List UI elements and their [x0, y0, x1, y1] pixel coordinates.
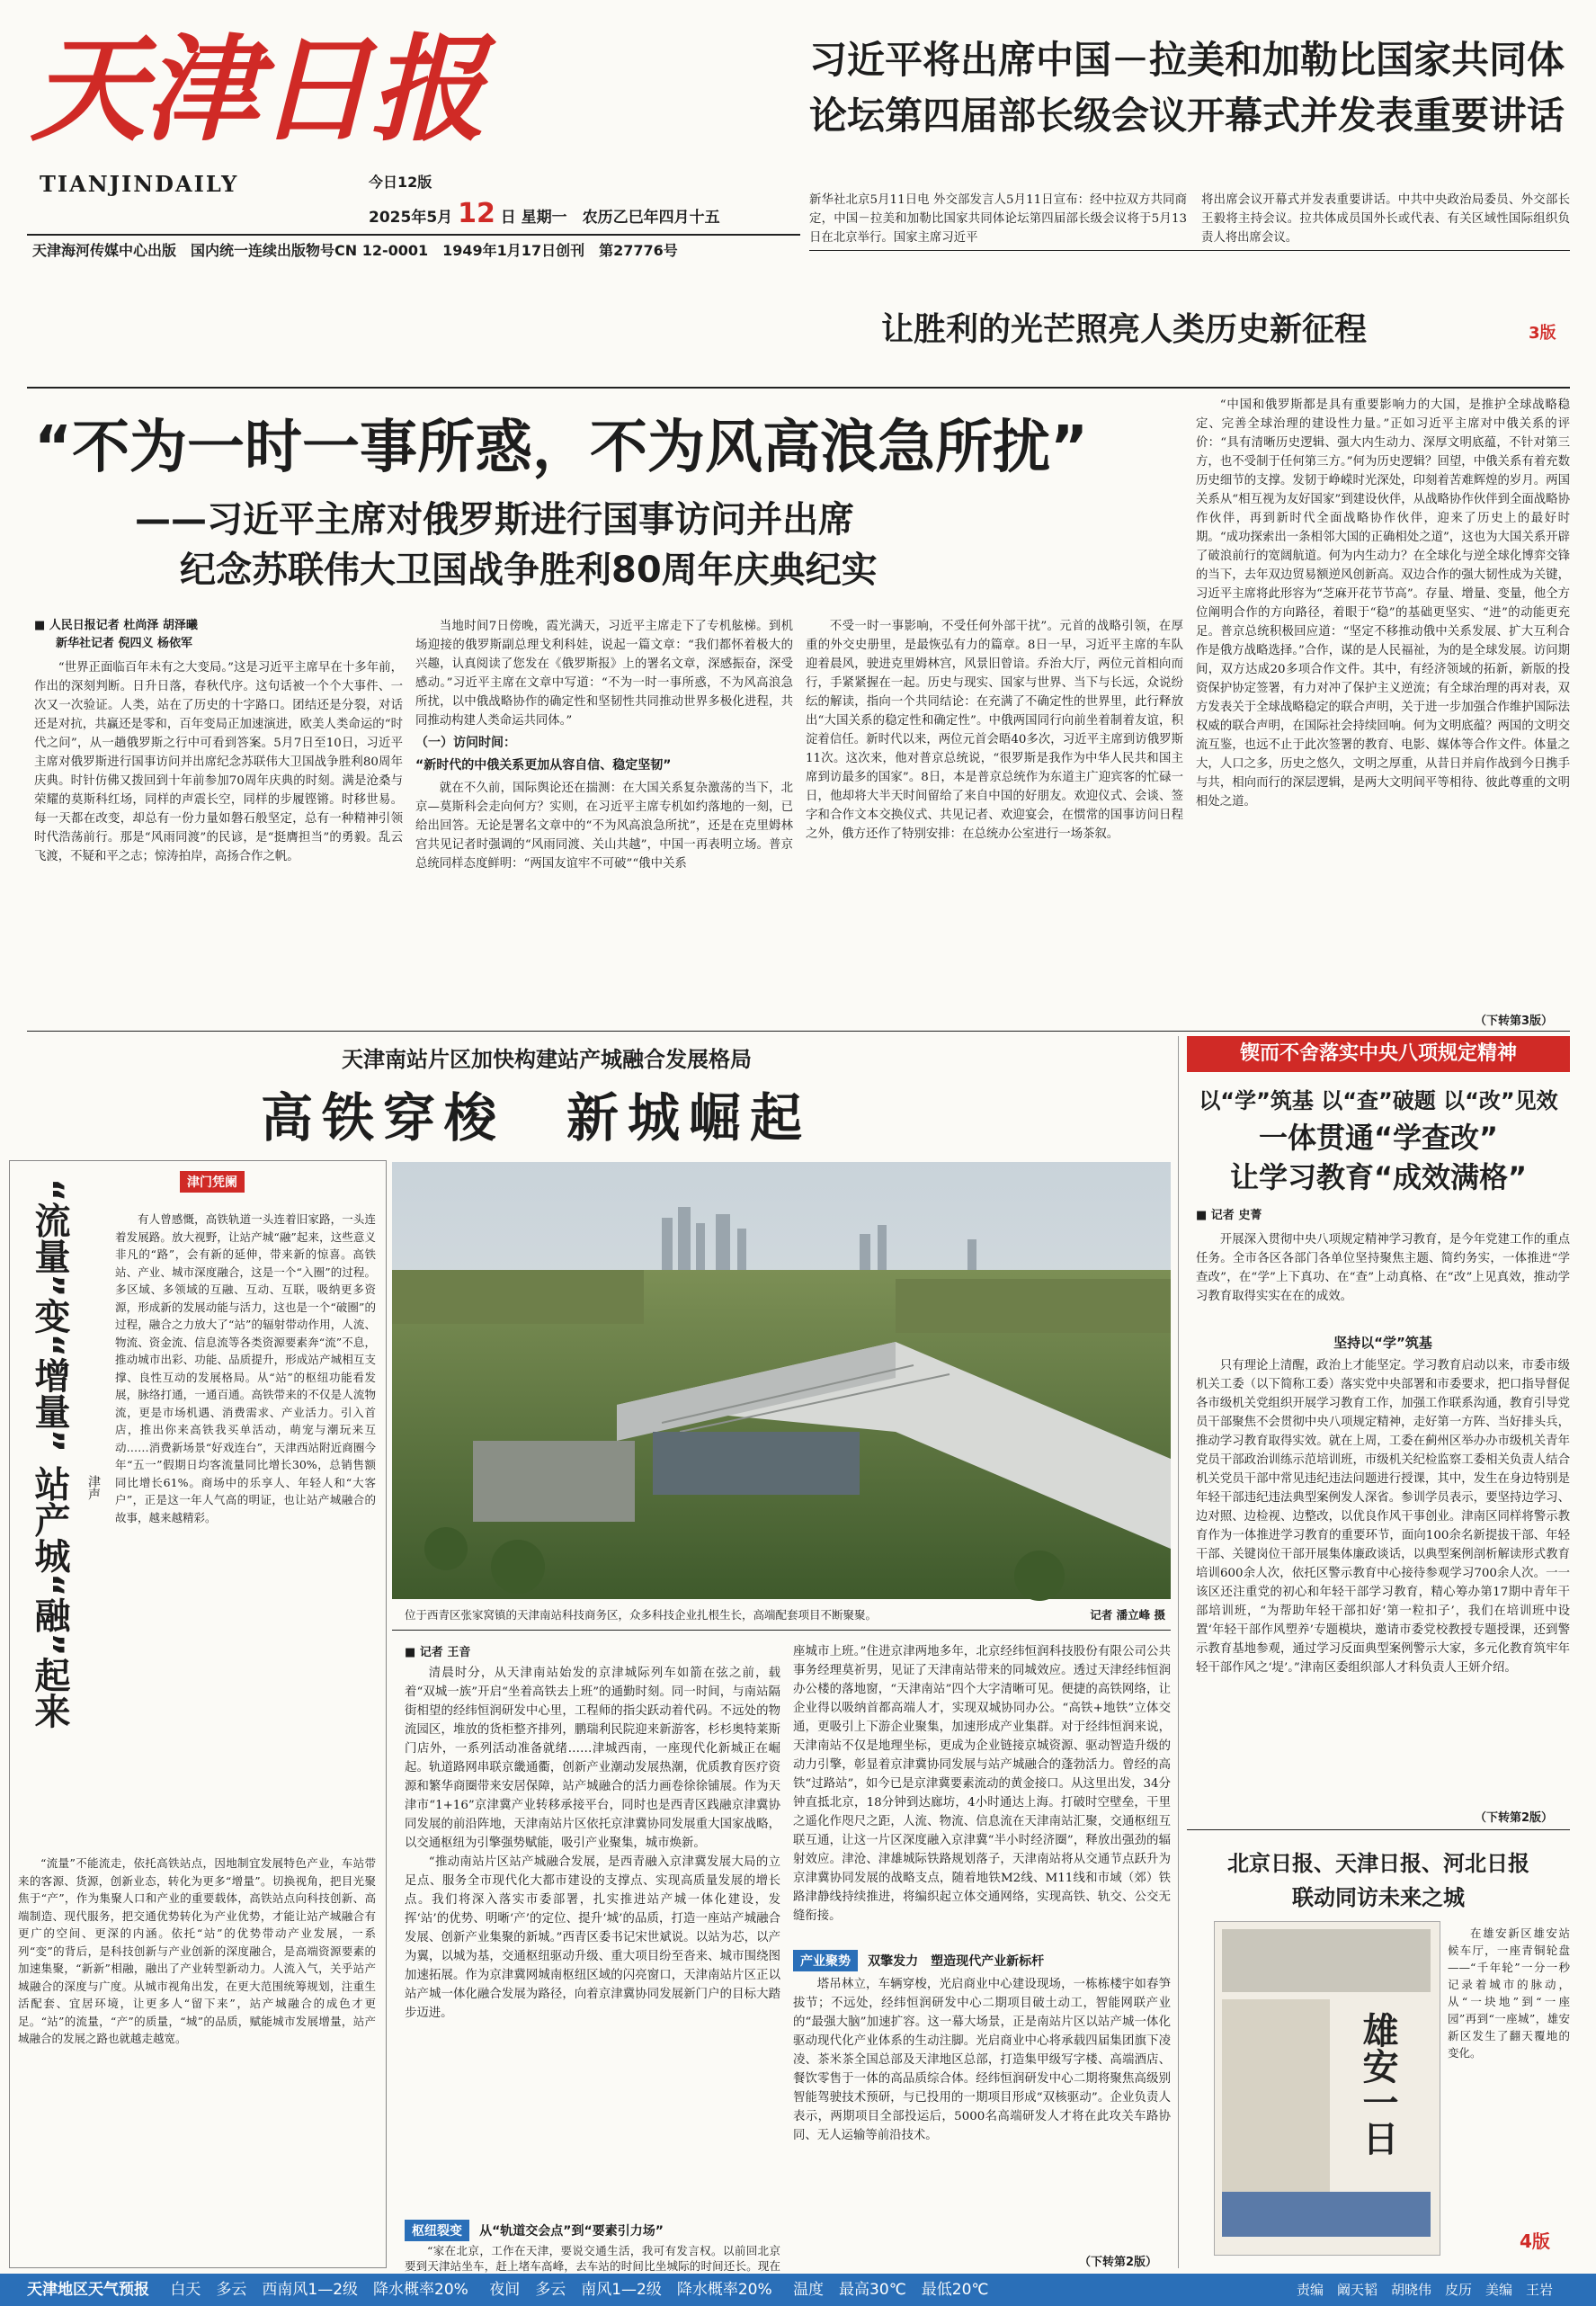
masthead-pinyin: TIANJINDAILY	[40, 171, 239, 197]
top-headline-line1: 习近平将出席中国－拉美和加勒比国家共同体	[809, 38, 1565, 82]
weather-label: 天津地区天气预报	[27, 2281, 149, 2299]
lead-byline	[34, 617, 198, 653]
commentary-body-1: 有人曾感慨，高铁轨道一头连着旧家路，一头连着发展路。放大视野，让站产城“融”起来，这些意义非凡的“路”，会有新的延伸，带来新的惊喜。高铁站、产业、城市深度融合，这是一个“入圈”的过程。多区域、多领域的互融、互动、互联，吸纳更多资源，形成新的发展动能与活力，这也是一个“破圈”的过程，融合之力放大了“站”的辐射带动作用，人流、物流、资金流、信息流等各类资源要素奔“流”不息，推动城市出彩、功能、品质提升，形成站产城相互支撑、良性互动的发展格局。从“站”的枢纽功能看发展，脉络打通，一通百通。高铁带来的不仅是人流物流，更是市场机遇、消费需求、产业活力。引入首店，推出你来高铁我买单活动，萌宠与潮玩来互动……消费新场景“好戏连台”，天津西站附近商圈今年“五一”假期日均客流量同比增长30%，总销售额同比增长61%。商场中的乐享人、年轻人和“大客户”，正是这一年人气高的明证，也让站产城融合的故事，越来越精彩。	[115, 1212, 376, 1524]
feature-col-2: 座城市上班。”住进京津两地多年，北京经纬恒润科技股份有限公司公共事务经理莫祈男，见证了天津南站带来的同城效应。透过天津经纬恒润办公楼的落地窗，“天津南站”四个大字清晰可见。便捷的高铁网络，让企业得以吸纳首都高端人才，实现双城协同办公。“高铁+地铁”立体交通，更吸引上下游企业聚集，加速形成产业集群。对于经纬恒润来说，天津南站不仅是地理坐标，更成为企业链接京城资源、驱动智造升级的动力引擎，彰显着京津冀协同发展与站产城融合的蓬勃活力。曾经的高铁“过路站”，如今已是京津冀要素流动的黄金接口。从这里出发，34分钟直抵北京，18分钟到达廊坊，4小时通达上海。打破时空壁垒，干里之遥化作咫尺之距，人流、物流、信息流在天津南站汇聚，交通枢纽互联互通，让这一片区深度融入京津冀“半小时经济圈”，释放出强劲的辐射效应。津沧、津雄城际铁路规划落子，天津南站将从交通节点跃升为京津冀协同发展的战略支点，随着地铁M2线、M11线和市域（郊）铁路津静线持续推进，将编织起立体交通网络，实现高铁、轨交、公交无缝衔接。	[793, 1645, 1171, 1923]
section-2-title: 双擎发力 塑造现代产业新标杆	[868, 1954, 1045, 1969]
right-continue: （下转第2版）	[1475, 1811, 1554, 1825]
lead-section-subtitle: “新时代的中俄关系更加从容自信、稳定坚韧”	[415, 758, 672, 773]
promo-page: 4版	[1520, 2230, 1550, 2252]
top-headline-line2: 论坛第四届部长级会议开幕式并发表重要讲话	[809, 94, 1565, 138]
lead-col-3: 不受一时一事影响，不受任何外部干扰”。元首的战略引领，在厚重的外交史册里，是最恢弘有力的篇章。8日一早，习近平主席的车队迎着晨风，驶进克里姆林宫，风景旧曾谙。乔治大厅，两位元首相向而行，手紧紧握在一起。历史与现实、国家与世界、当下与长远，众说纷纭的解读，指向一个共同结论：在充满了不确定性的世界里，此行释放出“大国关系的稳定性和确定性”。中俄两国同行向前坐着制着友谊，积淀着信任。新时代以来，两位元首会晤40多次，习近平主席到访俄罗斯11次。这次来，他对普京总统说，“很罗斯是我作为中华人民共和国主席到访最多的国家”。8日，本是普京总统作为东道主广迎宾客的忙碌一日，他却将大半天时间留给了来自中国的好朋友。欢迎仪式、会谈、签字和合作文本交换仪式、共见记者、欢迎宴会，在惯常的国事访问日程之外，俄方还作了特别安排：在总统办公室进行一场茶叙。	[806, 620, 1183, 841]
right-body-2: 只有理论上清醒，政治上才能坚定。学习教育启动以来，市委市级机关工委（以下简称工委）落实党中央部署和市委要求，把口指导督促各市级机关党组织开展学习教育工作，加强工作联系沟通，教育引导党员干部聚焦不会贯彻中央八项规定精神，走好第一方阵、当好排头兵，推动学习教育取得实效。就在上周，工委在蓟州区举办办市级机关青年党员干部政治训练示范培训班，市级机关纪检监察工委相关负责人结合机关党员干部中常见违纪违法问题进行授课，其中，发生在身边特别是年轻干部违纪违法典型案例发人深省。参训学员表示，要坚持边学习、边对照、边检视、边整改，以优良作风干事创业。津南区同样将警示教育作为一体推进学习教育的重要环节，面向100余名新提拔干部、年轻干部、关键岗位干部开展集体廉政谈话，以典型案例剖析解读形式教育培训600余人次，依托区警示教育中心接待参观学习700余人次。一一该区还注重党的初心和年轻干部学习教育，精心筹办第17期中青年干部培训班，“为帮助年轻干部扣好‘第一粒扣子’，我们在培训班中设置‘年轻干部作风塑养’专题模块，邀请市委党校教授专题授课，还到警示教育基地参观，通过学习反面典型案例警示大家，多元化教育筑牢年轻干部作风之‘堤’。”津南区委组织部人才科负责人王妍介绍。	[1196, 1359, 1570, 1675]
section-1-title: 从“轨道交会点”到“要素引力场”	[479, 2224, 664, 2239]
commentary-column-tag	[180, 1171, 245, 1193]
promo-thumbnail[interactable]	[1214, 1921, 1440, 2256]
feature-kicker: 天津南站片区加快构建站产城融合发展格局	[342, 1047, 752, 1072]
commentary-author: 津声	[86, 1475, 101, 1500]
section-2-tag: 产业聚势	[793, 1950, 858, 1971]
promo-title-1: 北京日报、天津日报、河北日报	[1227, 1851, 1529, 1876]
sub-headline-page: 3版	[1529, 324, 1556, 343]
top-story-body-left: 新华社北京5月11日电 外交部发言人5月11日宣布：经中拉双方共同商定，中国－拉美和加勒比国家共同体论坛第四届部长级会议将于5月13日在北京举行。国家主席习近平	[809, 193, 1187, 245]
photo-caption	[405, 1606, 1165, 1622]
sub-headline: 让胜利的光芒照亮人类历史新征程	[881, 311, 1368, 348]
commentary-title: “流量”变“增量” 站产城“融”起来	[29, 1178, 70, 1729]
lead-headline: “不为一时一事所惑，不为风高浪急所扰”	[34, 415, 1089, 481]
column-name: 津门凭阑	[180, 1171, 245, 1193]
promo-text: 在雄安新区雄安站候车厅，一座青铜轮盘——“千年轮”一分一秒记录着城市的脉动，从“一块地”到“一座园”再到“一座城”，雄安新区发生了翻天覆地的变化。	[1448, 1926, 1570, 2060]
caption-text: 位于西青区张家窝镇的天津南站科技商务区，众多科技企业扎根生长，高端配套项目不断聚聚。	[405, 1608, 878, 1622]
lead-col-2: 当地时间7日傍晚，霞光满天，习近平主席走下了专机舷梯。到机场迎接的俄罗斯副总理戈利科娃，说起一篇文章：“我们都怀着极大的兴趣，认真阅读了您发在《俄罗斯报》上的署名文章，深感振奋，深受感动。”习近平主席在文章中写道：“不为一时一事所惑，不为风高浪急所扰，以中俄战略协作的确定性和坚韧性共同推动世界多极化进程，共同推动构建人类命运共同体。” （一）访问时间： “新时代的中俄关系更加从容自信、稳定坚韧” 就在不久前，国际舆论还在揣测：在大国关系复杂激荡的当下，北京—莫斯科会走向何方？实则，在习近平主席专机如约落地的一刻，已给出回答。无论是署名文章中的“不为风高浪急所扰”，还是在克里姆林宫共见记者时强调的“风雨同渡、关山共越”，中国一再表明立场。普京总统同样态度鲜明：“两国友谊牢不可破”“俄中关系	[415, 620, 793, 871]
commentary-body-2: “流量”不能流走，依托高铁站点，因地制宜发展特色产业，车站带来的客源、货源，创新业态，转化为更多“增量”。切换视角，把目光聚焦于“产”，作为集聚人口和产业的重要载体，高铁站点向科技创新、高端制造、现代服务，把交通优势转化为产业优势，才能让站产城融合有更广的空间、更深的内涵。依托“站”的优势带动产业发展，一系列“变”的背后，是科技创新与产业创新的深度融合，是高端资源要素的加速集聚，“新新”相融，融出了产业转型新动力。人流入气，关乎站产城融合的深度与广度。从城市视角出发，在更大范围统筹规划，注重生活配套、宜居环境，让更多人“留下来”，站产城融合的成色才更足。“站”的流量，“产”的质量，“城”的品质，赋能城市发展增量，站产城融合的发展之路也就越走越宽。	[18, 1856, 376, 2045]
right-headline-2: 一体贯通“学查改”	[1258, 1121, 1499, 1155]
lead-subhead-line1: ——习近平主席对俄罗斯进行国事访问并出席	[135, 499, 854, 541]
page-count: 今日12版	[369, 174, 432, 191]
right-body-1: 开展深入贯彻中央八项规定精神学习教育，是今年党建工作的重点任务。全市各区各部门各单位坚持聚焦主题、简约务实，一体推进“学查改”，在“学”上下真功、在“查”上动真格、在“改”上见真效，推动学习教育取得实实在在的成效。	[1196, 1233, 1570, 1303]
feature-continue: （下转第2版）	[1079, 2256, 1158, 2269]
promo-title-2: 联动同访未来之城	[1292, 1885, 1465, 1910]
top-story-body-right: 将出席会议开幕式并发表重要讲话。中共中央政治局委员、外交部长王毅将主持会议。拉共体成员国外长或代表、有关区域性国际组织负责人将出席会议。	[1201, 193, 1570, 245]
lead-col-4: “中国和俄罗斯都是具有重要影响力的大国，是推护全球战略稳定、完善全球治理的建设性力量。”正如习近平主席对中俄关系的评价：“具有清晰历史逻辑、强大内生动力、深厚文明底蕴，不针对第三方，也不受制于任何第三方。”何为历史逻辑？回望，中俄关系有着充数历史细节的支撑。发韧于峥嵘时光深处，印刻着苦难辉煌的岁月。两国关系从“相互视为友好国家”到建设伙伴，从战略协作伙伴到全面战略协作伙伴，再到新时代全面战略协作伙伴，迎来了历史上的最好时期。“成功探索出一条相邻大国的正确相处之道”，这也为大国关系开辟了破浪前行的宽阔航道。何为内生动力？在全球化与逆全球化博弈交锋的当下，去年双边贸易额逆风创新高。双边合作的强大韧性成为关键，习近平主席将此形容为“芝麻开花节节高”。存量、增量、变量，他仝方位阐明合作的方向路径，着眼于“稳”的基础更坚实、“进”的动能更充足。普京总统积极回应道：“坚定不移推动俄中关系发展、扩大互利合作是俄方战略选择。”合作，谋的是人民福祉，为的是全球发展。访问期间，双方达成20多项合作文件。其中，有经济领域的拓新，新版的投资保护协定签署，有力对冲了保护主义逆流；有全球治理的再对表，双方发表关于全球战略稳定的联合声明，关于进一步加强合作维护国际法权威的联合声明，在国际社会持续回响。何为文明底蕴？两国的文明交流互鉴，也远不止于此次签署的教育、电影、媒体等合作文件。体量之大，人口之多，历史之悠久，文明之厚重，从昔日并肩作战到今日携手与共，相向而行的深层逻辑，是两大文明间平等相待、彼此尊重的文明相处之道。	[1196, 398, 1570, 809]
date-day: 12	[458, 198, 495, 229]
date-suffix: 日 星期一 农历乙巳年四月十五	[500, 209, 720, 227]
date-prefix: 2025年5月	[369, 209, 453, 227]
lead-col-1: “世界正面临百年未有之大变局。”这是习近平主席早在十多年前，作出的深刻判断。日升日落，春秋代序。这句话被一个个大事件、一次又一次验证。人类，站在了历史的十字路口。团结还是分裂，对话还是对抗，共赢还是零和，百年变局正加速演进，欧美人类命运的“时代之问”，从一趟俄罗斯之行中可看到答案。5月7日至10日，习近平主席对俄罗斯进行国事访问并出席纪念苏联伟大卫国战争胜利80周年庆典。时针仿佛又拨回到十年前参加70周年庆典的时刻。满是沧桑与荣耀的莫斯科红场，同样的声震长空，同样的步履铿锵。时移世易。每一天都在改变，却总有一份力量如磐石般坚定，总有一种精神引领时代浩荡前行。那是“风雨同渡”的民谚，是“挺膺担当”的勇毅。乱云飞渡，不疑和平之志；惊涛拍岸，高扬合作之帆。	[34, 661, 403, 863]
lead-subhead-line2: 纪念苏联伟大卫国战争胜利80周年庆典纪实	[180, 550, 878, 591]
weather-day: 白天 多云 西南风1—2级 降水概率20%	[170, 2281, 468, 2299]
feature-byline: ■ 记者 王音	[405, 1646, 471, 1659]
right-banner: 锲而不舍落实中央八项规定精神	[1187, 1036, 1570, 1072]
byline-1: ■ 人民日报记者 杜尚泽 胡泽曦	[34, 619, 198, 632]
promo-image-text: 雄安一日	[1357, 2012, 1399, 2156]
publisher-line: 天津海河传媒中心出版 国内统一连续出版物号CN 12-0001 1949年1月17日创刊 第27776号	[32, 242, 678, 259]
weather-temp: 温度 最高30℃ 最低20℃	[793, 2281, 989, 2299]
feature-headline: 高铁穿梭 新城崛起	[261, 1087, 812, 1149]
photo-credit: 记者 潘立峰 摄	[1090, 1608, 1165, 1622]
lead-continue: （下转第3版）	[1475, 1014, 1554, 1028]
lead-section-title: （一）访问时间：	[415, 736, 516, 750]
feature-col-2b: 塔吊林立，车辆穿梭，光启商业中心建设现场，一栋栋楼宇如春笋拔节；不远处，经纬恒润研发中心二期项目破土动工，智能网联产业的“最强大脑”加速扩容。这一幕大场景，正是南站片区以站产城一体化驱动现代化产业体系的生动注脚。光启商业中心将承载四届集团旗下凌凌、茶米茶全国总部及天津地区总部，打造集甲级写字楼、高端酒店、餐饮零售于一体的高品质综合体。经纬恒润研发中心二期将聚焦高级别智能驾驶技术预研，与已投用的一期项目形成“双核驱动”。企业负责人表示，两期项目全部投运后，5000名高端研发人才将在此攻关车路协同、无人运输等前沿技术。	[793, 1978, 1171, 2142]
right-headline-1: 以“学”筑基 以“查”破题 以“改”见效	[1199, 1088, 1558, 1113]
masthead-title: 天津日报	[31, 22, 485, 157]
feature-col-1c: “家在北京，工作在天津，要说交通生活，我可有发言权。以前回北京要到天津站坐车，赶上堵车高峰，去车站的时间比坐城际的时间还长。现在	[405, 2244, 780, 2273]
weather-editors: 责编 阚天韬 胡晓伟 皮历 美编 王岩	[1296, 2282, 1553, 2298]
feature-photo	[392, 1162, 1171, 1599]
issue-date	[369, 198, 720, 229]
feature-col-1: 清晨时分，从天津南站始发的京津城际列车如箭在弦之前，载着“双城一族”开启“坐着高铁去上班”的通勤时刻。同一时间，与南站隔街相望的经纬恒润研发中心里，工程师的指尖跃动着代码。不远处的物流园区，堆放的货柜整齐排列，鹏瑞利民院迎来新游客，杉杉奥特莱斯门店外，一系列活动准备就绪……津城西南，一座现代化新城正在崛起。轨道路网串联京畿通衢，创新产业潮动发展热潮，优质教育医疗资源和繁华商圈带来安居保障，站产城融合的活力画卷徐徐铺展。作为天津市“1+16”京津冀产业转移承接平台，同时也是西青区践融京津冀协同发展的前沿阵地，天津南站片区依托京津冀协同发展重大国家战略，以交通枢纽为引擎强势赋能，吸引产业聚集，城市焕新。 “推动南站片区站产城融合发展，是西青融入京津冀发展大局的立足点、服务全市现代化大都市建设的支撑点、实现高质量发展的增长点。我们将深入落实市委部署，扎实推进站产城一体化建设，发挥‘站’的优势、明晰‘产’的定位、提升‘城’的品质，打造一座站产城融合发展、创新产业集聚的新城。”西青区委书记宋世斌说。以站为芯，以产为翼，以城为基，交通枢纽驱动升级、重大项目纷至沓来、城市围绕图加速拓展。作为京津冀网城南枢纽区域的闪亮窗口，天津南站片区正以站产城一体化融合发展为路径，向着京津冀协同发展新门户的目标大踏步迈进。	[405, 1667, 780, 2020]
right-section: 坚持以“学”筑基	[1333, 1335, 1432, 1351]
feature-section-2	[793, 1950, 1171, 1971]
byline-2: 新华社记者 倪四义 杨依军	[56, 637, 193, 650]
weather-bar	[0, 2274, 1596, 2306]
right-headline-3: 让学习教育“成效满格”	[1229, 1160, 1528, 1194]
section-1-tag: 枢纽裂变	[405, 2220, 469, 2241]
right-byline: ■ 记者 史菁	[1196, 1209, 1262, 1222]
weather-night: 夜间 多云 南风1—2级 降水概率20%	[489, 2281, 772, 2299]
feature-section-1	[405, 2220, 780, 2241]
